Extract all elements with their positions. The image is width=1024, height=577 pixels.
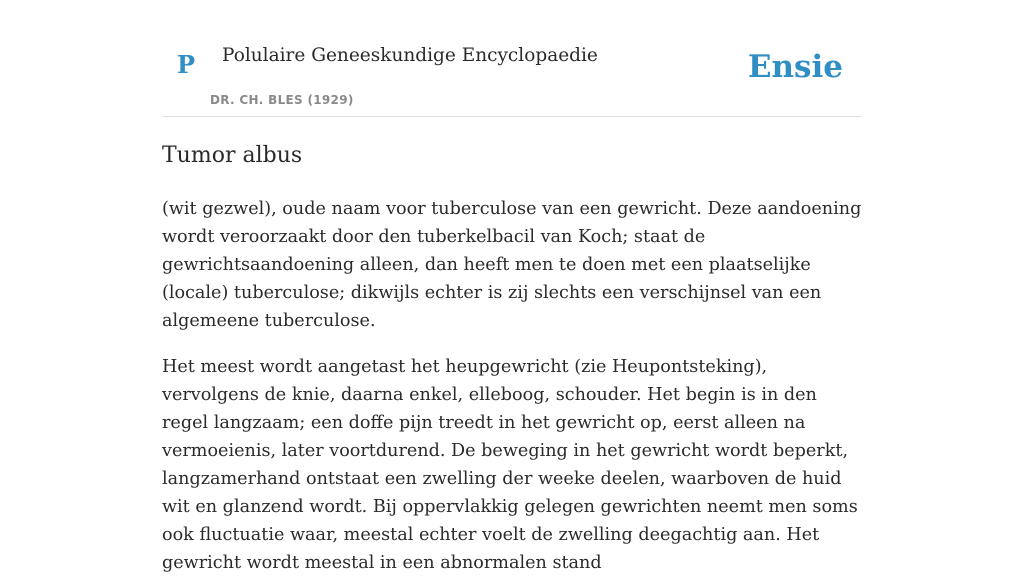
book-author: DR. CH. BLES (1929) xyxy=(210,93,354,107)
entry-title: Tumor albus xyxy=(162,143,303,168)
entry-body xyxy=(162,195,862,577)
book-title[interactable]: Polulaire Geneeskundige Encyclopaedie xyxy=(222,45,598,66)
letter-index-link[interactable]: P xyxy=(177,50,196,79)
page xyxy=(162,0,862,573)
entry-paragraph: (wit gezwel), oude naam voor tuberculose van een gewricht. Deze aandoening wordt veroorzaakt door den tuberkelbacil van Koch; staat de gewrichtsaandoening alleen, dan heeft men te doen met een plaatselijke (locale) tuberculose; dikwijls echter is zij slechts een verschijnsel van een algemeene tuberculose. xyxy=(162,198,862,331)
book-header xyxy=(162,0,862,117)
ensie-logo[interactable]: Ensie xyxy=(747,49,843,85)
entry-paragraph: Het meest wordt aangetast het heupgewricht (zie Heupontsteking), vervolgens de knie, daarna enkel, elleboog, schouder. Het begin is in den regel langzaam; een doffe pijn treedt in het gewricht op, eerst alleen na vermoeienis, later voortdurend. De beweging in het gewricht wordt beperkt, langzamerhand ontstaat een zwelling der weeke deelen, waarboven de huid wit en glanzend wordt. Bij oppervlakkig gelegen gewrichten neemt men soms ook fluctuatie waar, meestal echter voelt de zwelling deegachtig aan. Het gewricht wordt meestal in een abnormalen stand xyxy=(162,356,858,573)
